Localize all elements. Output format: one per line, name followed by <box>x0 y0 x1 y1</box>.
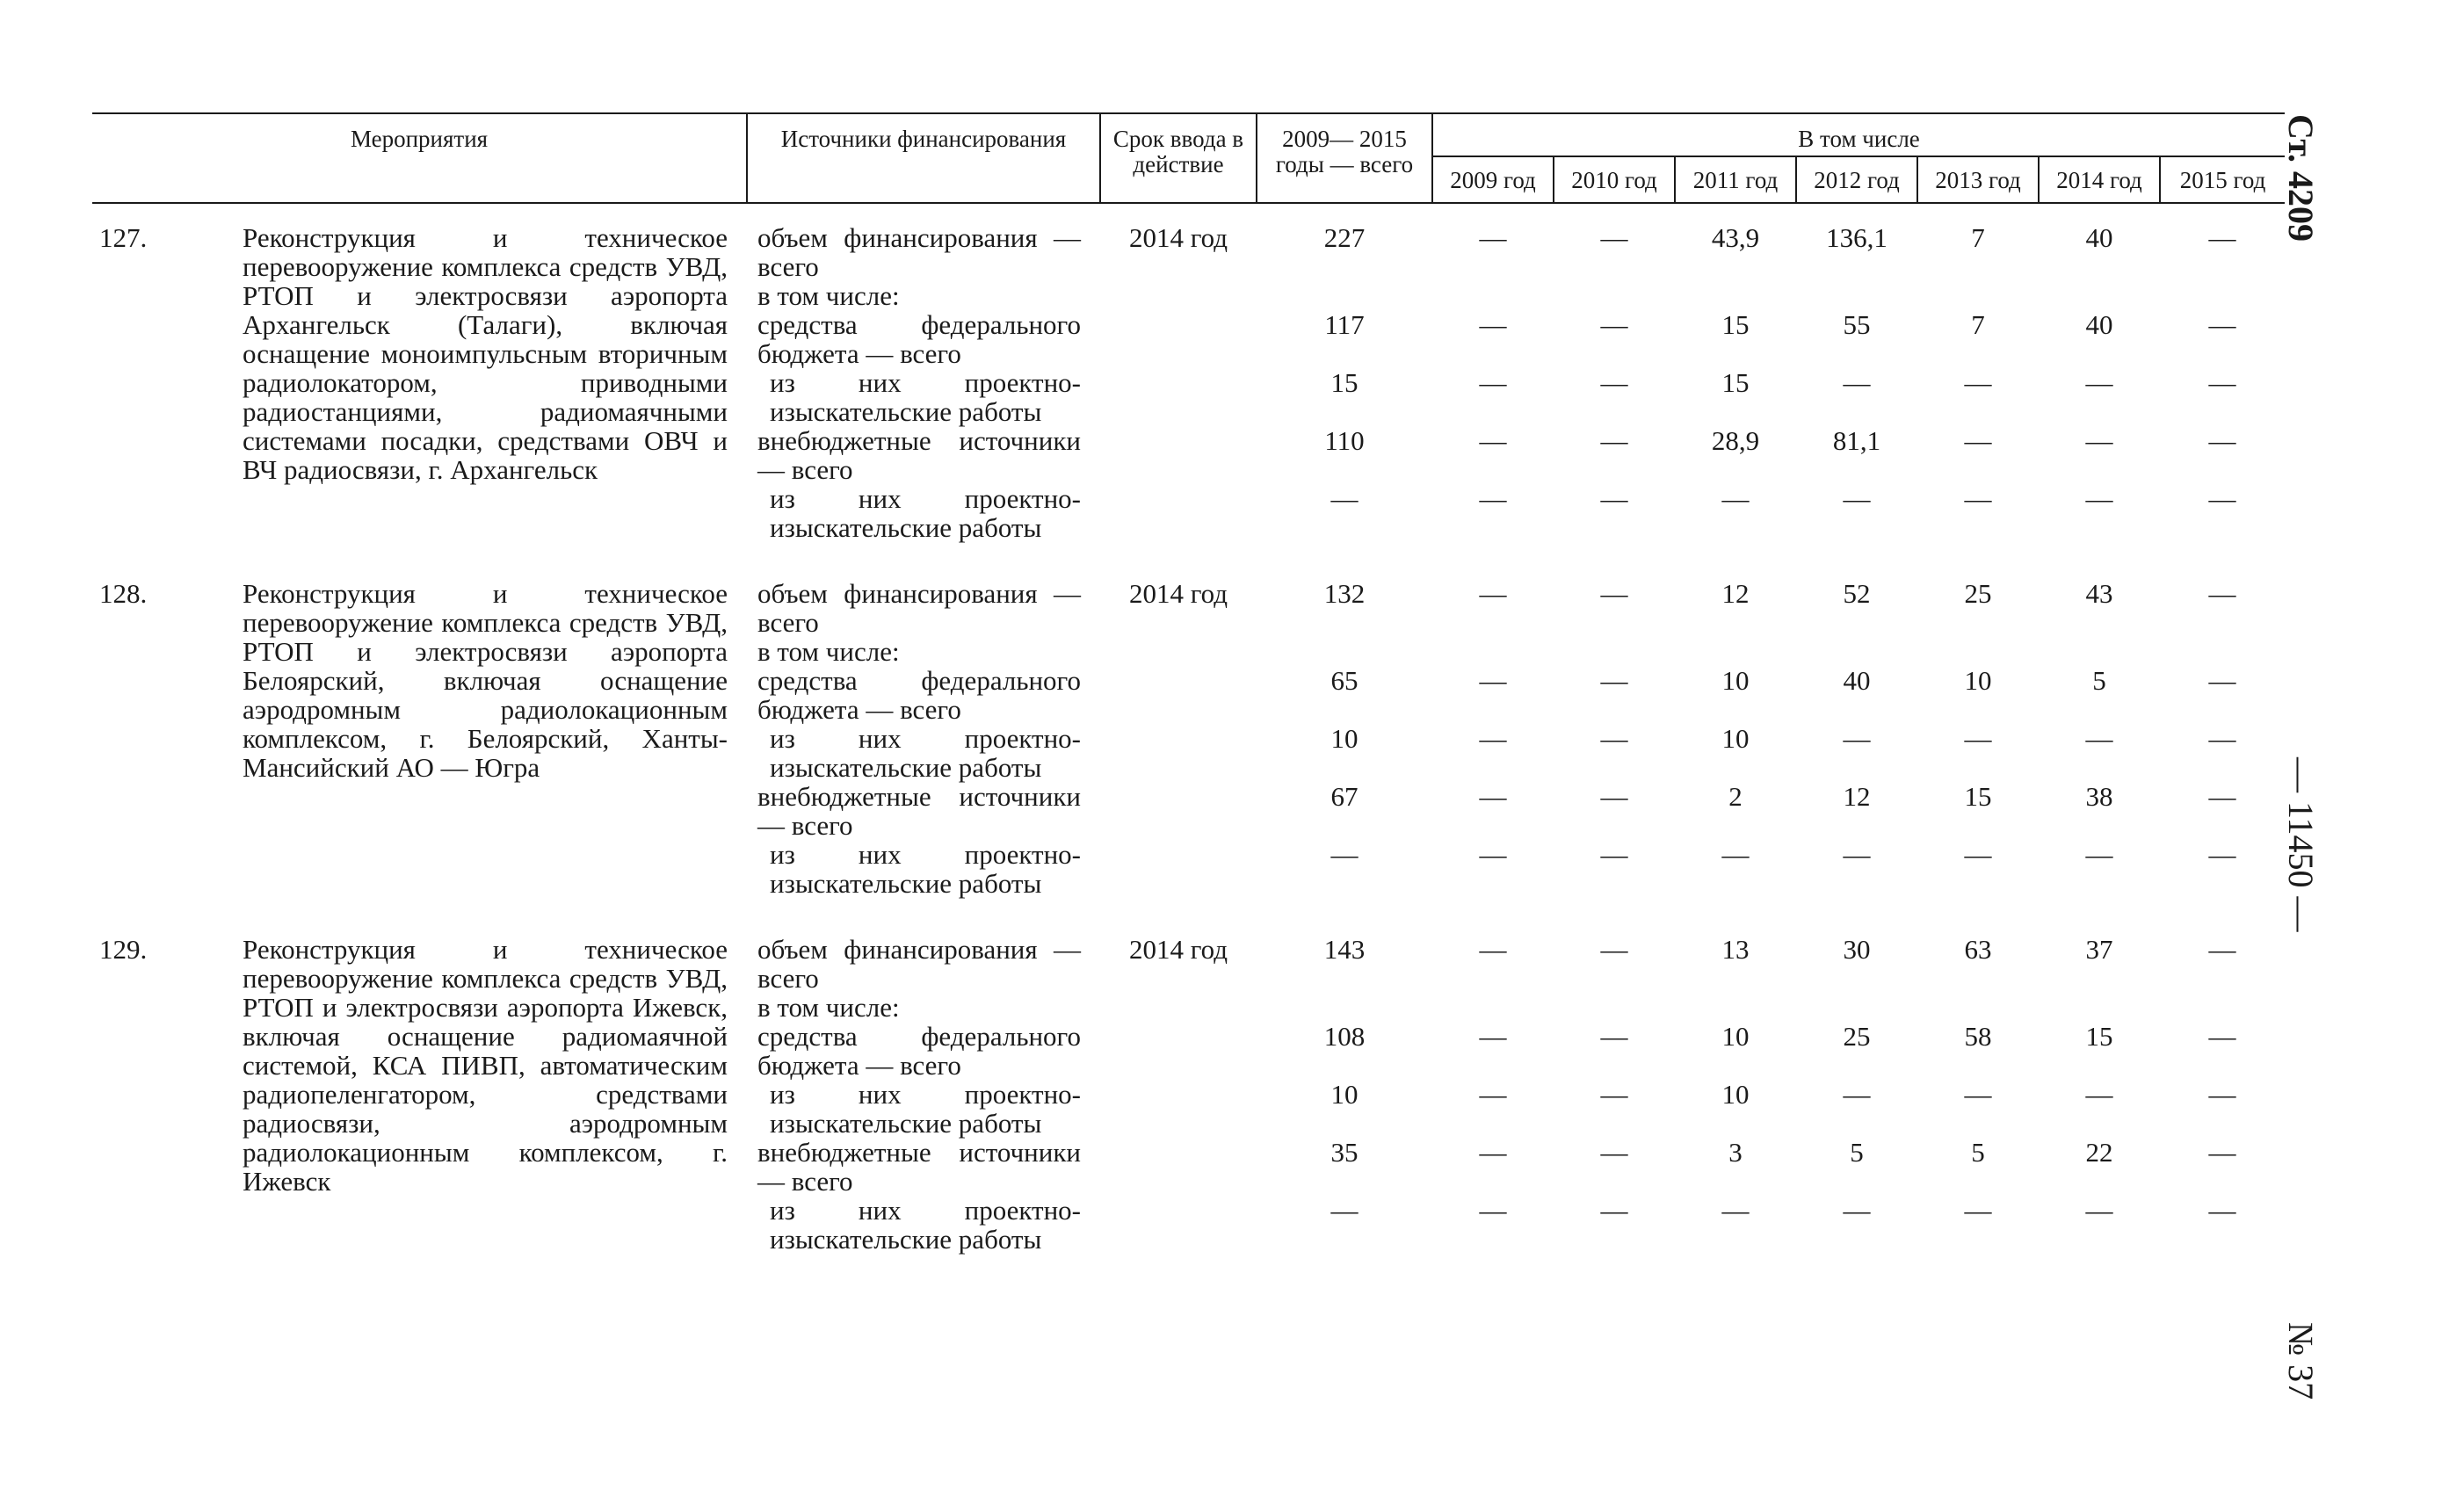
year-value <box>2039 281 2160 310</box>
year-value: — <box>1479 425 1507 456</box>
issue-number: № 37 <box>2281 1322 2321 1400</box>
year-value: 136,1 <box>1826 222 1887 253</box>
measure-description: Реконструкция и техническое перевооружение комплекса средств УВД, РТОП и электросвязи аэропорта Архангельск (Талаги), включая оснащение моноимпульсным вторичным радиолокатором, приводными радиостанциями, радиомаячными системами посадки, средствами ОВЧ и ВЧ радиосвязи, г. Архангельск <box>243 222 728 485</box>
funding-source: из них проектно-изыскательские работы <box>770 839 1081 899</box>
year-value <box>1675 637 1796 666</box>
year-value <box>1554 637 1675 666</box>
funding-source: средства федерального бюджета — всего <box>757 1021 1081 1081</box>
year-value: 10 <box>1721 1021 1750 1052</box>
year-value: 10 <box>1964 665 1992 696</box>
funding-source: в том числе: <box>757 636 900 667</box>
total-value: 67 <box>1330 781 1359 812</box>
year-value: — <box>1600 934 1628 965</box>
total-value: 110 <box>1324 425 1365 456</box>
total-value: 15 <box>1330 367 1359 398</box>
year-value: — <box>2208 1195 2236 1226</box>
year-value: — <box>2208 578 2236 609</box>
funding-source: в том числе: <box>757 992 900 1023</box>
funding-source: из них проектно-изыскательские работы <box>770 723 1081 783</box>
commissioning-term: 2014 год <box>1128 578 1228 609</box>
year-value: 38 <box>2085 781 2113 812</box>
year-value: — <box>1479 665 1507 696</box>
year-value: — <box>1479 781 1507 812</box>
year-value: 10 <box>1721 665 1750 696</box>
year-value: — <box>1843 1195 1871 1226</box>
year-value: 37 <box>2085 934 2113 965</box>
year-value <box>1917 993 2039 1022</box>
header-year: 2013 год <box>1917 156 2039 203</box>
year-value: — <box>2208 1021 2236 1052</box>
year-value: 40 <box>1843 665 1871 696</box>
year-value: — <box>1600 222 1628 253</box>
commissioning-term: 2014 год <box>1128 934 1228 965</box>
year-value: — <box>1479 578 1507 609</box>
year-value: 55 <box>1843 309 1871 340</box>
year-value: — <box>1843 367 1871 398</box>
year-value: 63 <box>1964 934 1992 965</box>
year-value: — <box>1600 1079 1628 1110</box>
header-sources: Источники финансирования <box>747 113 1100 203</box>
funding-source: средства федерального бюджета — всего <box>757 665 1081 725</box>
year-value: 43,9 <box>1711 222 1760 253</box>
year-value: — <box>1964 839 1992 870</box>
year-value: — <box>1964 723 1992 754</box>
financing-table-wrapper <box>92 112 2285 1271</box>
total-value: 65 <box>1330 665 1359 696</box>
year-value: — <box>1479 723 1507 754</box>
commissioning-term: 2014 год <box>1128 222 1228 253</box>
total-value: 35 <box>1330 1137 1359 1168</box>
total-value: — <box>1330 483 1359 514</box>
year-value: — <box>1600 1021 1628 1052</box>
year-value: — <box>1600 367 1628 398</box>
year-value: — <box>1721 483 1750 514</box>
year-value: — <box>1721 839 1750 870</box>
year-value: — <box>1964 425 1992 456</box>
year-value: — <box>1843 483 1871 514</box>
year-value: — <box>2208 1079 2236 1110</box>
funding-source: объем финансирования — всего <box>757 934 1081 994</box>
year-value: 3 <box>1728 1137 1743 1168</box>
year-value: — <box>1600 483 1628 514</box>
year-value: — <box>2085 367 2113 398</box>
year-value: 7 <box>1971 309 1985 340</box>
year-value: 5 <box>2092 665 2106 696</box>
year-value: — <box>1843 839 1871 870</box>
year-value: — <box>1600 1195 1628 1226</box>
table-row <box>92 203 2285 281</box>
table-row <box>92 560 2285 637</box>
year-value <box>1675 281 1796 310</box>
header-measures: Мероприятия <box>92 113 747 203</box>
year-value <box>1675 993 1796 1022</box>
year-value: 7 <box>1971 222 1985 253</box>
financing-table <box>92 112 2285 1271</box>
entry-number: 127. <box>99 222 148 253</box>
table-header <box>92 113 2285 203</box>
year-value: — <box>2085 425 2113 456</box>
total-value: — <box>1330 1195 1359 1226</box>
year-value: 52 <box>1843 578 1871 609</box>
total-value: 108 <box>1323 1021 1366 1052</box>
year-value: 13 <box>1721 934 1750 965</box>
year-value: — <box>2208 1137 2236 1168</box>
year-value: 12 <box>1721 578 1750 609</box>
funding-source: из них проектно-изыскательские работы <box>770 1079 1081 1139</box>
year-value: — <box>2208 839 2236 870</box>
total-value: 227 <box>1323 222 1366 253</box>
header-year: 2010 год <box>1554 156 1675 203</box>
year-value <box>1796 993 1917 1022</box>
measure-description: Реконструкция и техническое перевооружение комплекса средств УВД, РТОП и электросвязи аэропорта Ижевск, включая оснащение радиомаячной системой, КСА ПИВП, автоматическим радиопеленгатором, средствами радиосвязи, аэродромным радиолокационным комплексом, г. Ижевск <box>243 934 728 1197</box>
header-year: 2014 год <box>2039 156 2160 203</box>
year-value: — <box>1600 1137 1628 1168</box>
year-value: — <box>2085 1195 2113 1226</box>
year-value: — <box>1600 839 1628 870</box>
year-value <box>2160 637 2285 666</box>
funding-source: из них проектно-изыскательские работы <box>770 483 1081 543</box>
funding-source: из них проектно-изыскательские работы <box>770 1195 1081 1255</box>
funding-source: внебюджетные источники — всего <box>757 1137 1081 1197</box>
year-value <box>1432 993 1554 1022</box>
table-row <box>92 915 2285 993</box>
year-value: — <box>2085 1079 2113 1110</box>
total-value: 143 <box>1323 934 1366 965</box>
table-body <box>92 203 2285 1271</box>
year-value: — <box>1600 723 1628 754</box>
funding-source: внебюджетные источники — всего <box>757 781 1081 841</box>
year-value: — <box>1479 839 1507 870</box>
total-value <box>1257 993 1432 1022</box>
header-year: 2015 год <box>2160 156 2285 203</box>
header-total: 2009— 2015 годы — всего <box>1257 113 1432 203</box>
year-value: 58 <box>1964 1021 1992 1052</box>
year-value: — <box>1479 934 1507 965</box>
entry-number: 128. <box>99 578 148 609</box>
year-value: 22 <box>2085 1137 2113 1168</box>
year-value: — <box>1721 1195 1750 1226</box>
year-value: 15 <box>1721 309 1750 340</box>
year-value: — <box>1600 578 1628 609</box>
year-value: 10 <box>1721 723 1750 754</box>
year-value: 30 <box>1843 934 1871 965</box>
measure-description: Реконструкция и техническое перевооружение комплекса средств УВД, РТОП и электросвязи аэропорта Белоярский, включая оснащение аэродромным радиолокационным комплексом, г. Белоярский, Ханты-Мансийский АО — Югра <box>243 578 728 783</box>
year-value <box>2160 993 2285 1022</box>
year-value: — <box>1843 1079 1871 1110</box>
year-value: 28,9 <box>1711 425 1760 456</box>
year-value: 81,1 <box>1832 425 1881 456</box>
year-value: 43 <box>2085 578 2113 609</box>
article-number: Ст. 4209 <box>2281 114 2321 242</box>
year-value: 5 <box>1971 1137 1985 1168</box>
year-value: — <box>2208 425 2236 456</box>
year-value: 40 <box>2085 309 2113 340</box>
year-value: — <box>2085 839 2113 870</box>
year-value: — <box>1843 723 1871 754</box>
year-value: — <box>2208 483 2236 514</box>
year-value: — <box>2208 934 2236 965</box>
total-value <box>1257 637 1432 666</box>
year-value: 12 <box>1843 781 1871 812</box>
total-value: 117 <box>1324 309 1365 340</box>
year-value <box>2160 281 2285 310</box>
year-value: — <box>1479 367 1507 398</box>
year-value: — <box>2208 367 2236 398</box>
year-value: 15 <box>1721 367 1750 398</box>
year-value: 2 <box>1728 781 1743 812</box>
year-value: — <box>1600 665 1628 696</box>
year-value: — <box>1479 1137 1507 1168</box>
header-year: 2011 год <box>1675 156 1796 203</box>
year-value: — <box>1479 309 1507 340</box>
year-value <box>1432 281 1554 310</box>
year-value: — <box>1964 1195 1992 1226</box>
year-value: — <box>2208 309 2236 340</box>
year-value <box>1554 993 1675 1022</box>
year-value: 25 <box>1843 1021 1871 1052</box>
funding-source: объем финансирования — всего <box>757 578 1081 638</box>
year-value <box>1917 637 2039 666</box>
year-value: — <box>1479 1079 1507 1110</box>
funding-source: из них проектно-изыскательские работы <box>770 367 1081 427</box>
year-value <box>1432 637 1554 666</box>
total-value: 10 <box>1330 723 1359 754</box>
funding-source: средства федерального бюджета — всего <box>757 309 1081 369</box>
year-value: 5 <box>1850 1137 1864 1168</box>
year-value <box>1796 281 1917 310</box>
total-value: 10 <box>1330 1079 1359 1110</box>
year-value: — <box>1600 781 1628 812</box>
year-value: — <box>1964 1079 1992 1110</box>
funding-source: в том числе: <box>757 280 900 311</box>
year-value: — <box>1600 425 1628 456</box>
header-including: В том числе <box>1432 113 2285 156</box>
year-value: — <box>2085 723 2113 754</box>
entry-number: 129. <box>99 934 148 965</box>
header-term: Срок ввода в действие <box>1100 113 1257 203</box>
year-value: — <box>1479 1195 1507 1226</box>
year-value: — <box>1479 1021 1507 1052</box>
total-value <box>1257 281 1432 310</box>
year-value: 25 <box>1964 578 1992 609</box>
year-value <box>2039 993 2160 1022</box>
year-value: 10 <box>1721 1079 1750 1110</box>
page-number: — 11450 — <box>2281 757 2321 932</box>
year-value: — <box>1964 483 1992 514</box>
year-value <box>1796 637 1917 666</box>
year-value <box>2039 637 2160 666</box>
year-value: 15 <box>2085 1021 2113 1052</box>
year-value: — <box>1479 222 1507 253</box>
year-value: — <box>1600 309 1628 340</box>
year-value <box>1917 281 2039 310</box>
year-value: — <box>2208 665 2236 696</box>
header-year: 2012 год <box>1796 156 1917 203</box>
year-value: — <box>2208 781 2236 812</box>
total-value: — <box>1330 839 1359 870</box>
year-value: 15 <box>1964 781 1992 812</box>
total-value: 132 <box>1323 578 1366 609</box>
year-value: — <box>1479 483 1507 514</box>
year-value: — <box>2085 483 2113 514</box>
funding-source: объем финансирования — всего <box>757 222 1081 282</box>
header-year: 2009 год <box>1432 156 1554 203</box>
funding-source: внебюджетные источники — всего <box>757 425 1081 485</box>
year-value: — <box>1964 367 1992 398</box>
year-value: — <box>2208 723 2236 754</box>
year-value: 40 <box>2085 222 2113 253</box>
year-value <box>1554 281 1675 310</box>
year-value: — <box>2208 222 2236 253</box>
